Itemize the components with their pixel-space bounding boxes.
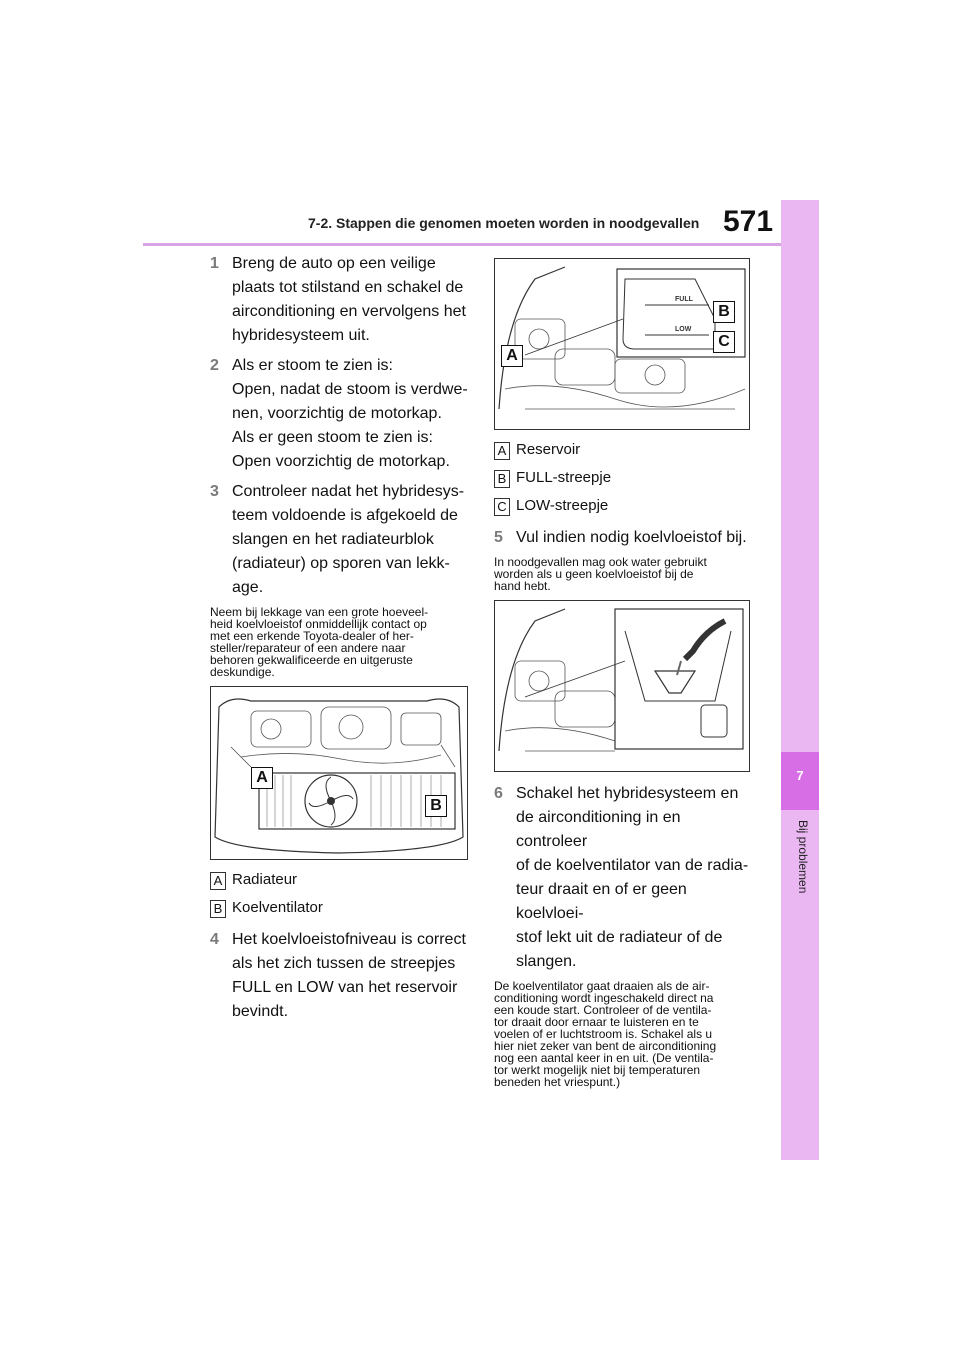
note-line: voelen of er luchtstroom is. Schakel als u bbox=[494, 1027, 713, 1041]
side-tab bbox=[781, 200, 819, 1160]
step-text: of de koelventilator van de radia- bbox=[516, 857, 749, 874]
side-tab-number: 7 bbox=[796, 768, 804, 783]
step-text: Controleer nadat het hybridesys- bbox=[232, 483, 465, 500]
step-text: teur draait en of er geen koelvloei- bbox=[516, 881, 687, 922]
note-step6 bbox=[494, 980, 754, 1088]
note-line: worden als u geen koelvloeistof bij de bbox=[494, 567, 694, 581]
note-line: heid koelvloeistof onmiddellijk contact op bbox=[210, 617, 427, 631]
step-text: Als er stoom te zien is: bbox=[232, 357, 393, 374]
step-text: Als er geen stoom te zien is: bbox=[232, 429, 433, 446]
note-line: nog een aantal keer in en uit. (De ventila- bbox=[494, 1051, 714, 1065]
step-text: Schakel het hybridesysteem en bbox=[516, 785, 739, 802]
step-text: Het koelvloeistofniveau is correct bbox=[232, 931, 466, 948]
step-text: slangen. bbox=[516, 953, 577, 970]
note-line: beneden het vriespunt.) bbox=[494, 1075, 621, 1089]
legend-key: B bbox=[494, 470, 510, 488]
step-text: de airconditioning in en controleer bbox=[516, 809, 681, 850]
note-line: met een erkende Toyota-dealer of her- bbox=[210, 629, 414, 643]
step-text: nen, voorzichtig de motorkap. bbox=[232, 405, 442, 422]
legend-text: Radiateur bbox=[232, 871, 298, 888]
step-text: Open voorzichtig de motorkap. bbox=[232, 453, 450, 470]
note-line: hand hebt. bbox=[494, 579, 551, 593]
note-line: Neem bij lekkage van een grote hoeveel- bbox=[210, 605, 429, 619]
note-step3 bbox=[210, 606, 472, 678]
step-3 bbox=[210, 480, 472, 600]
step-number: 3 bbox=[210, 483, 219, 500]
note-line: De koelventilator gaat draaien als de air- bbox=[494, 979, 710, 993]
step-text: als het zich tussen de streepjes bbox=[232, 955, 456, 972]
step-text: bevindt. bbox=[232, 1003, 289, 1020]
step-text: stof lekt uit de radiateur of de bbox=[516, 929, 723, 946]
legend-item bbox=[494, 494, 754, 522]
legend-item bbox=[210, 868, 472, 896]
legend-text: LOW-streepje bbox=[516, 497, 609, 514]
refill-figure bbox=[494, 600, 750, 772]
callout-label: A bbox=[251, 767, 273, 789]
step-text: teem voldoende is afgekoeld de bbox=[232, 507, 458, 524]
step-5 bbox=[494, 526, 754, 550]
step-number: 2 bbox=[210, 357, 219, 374]
callout-label: A bbox=[501, 345, 523, 367]
reservoir-figure bbox=[494, 258, 750, 430]
note-step5 bbox=[494, 556, 754, 592]
tank-full-mark: FULL bbox=[675, 296, 693, 303]
step-text: (radiateur) op sporen van lekk- bbox=[232, 555, 450, 572]
note-line: behoren gekwalificeerde en uitgeruste bbox=[210, 653, 413, 667]
note-line: tor draait door ernaar te luisteren en te bbox=[494, 1015, 699, 1029]
step-text: age. bbox=[232, 579, 264, 596]
legend-item bbox=[494, 438, 754, 466]
note-line: hier niet zeker van bent de airconditioning bbox=[494, 1039, 717, 1053]
header-title: 7-2. Stappen die genomen moeten worden in noodgevallen bbox=[308, 215, 700, 231]
callout-label: B bbox=[713, 301, 735, 323]
step-text: Breng de auto op een veilige bbox=[232, 255, 436, 272]
note-line: tor werkt mogelijk niet bij temperaturen bbox=[494, 1063, 701, 1077]
refill-illustration bbox=[495, 601, 749, 771]
left-column bbox=[210, 248, 472, 1030]
step-6 bbox=[494, 782, 754, 974]
legend-text: FULL-streepje bbox=[516, 469, 612, 486]
right-column bbox=[494, 258, 754, 1096]
step-1 bbox=[210, 252, 472, 348]
step-text: plaats tot stilstand en schakel de bbox=[232, 279, 464, 296]
step-number: 4 bbox=[210, 931, 219, 948]
step-4 bbox=[210, 928, 472, 1024]
callout-label: B bbox=[425, 795, 447, 817]
note-line: deskundige. bbox=[210, 665, 275, 679]
legend-key: A bbox=[494, 442, 510, 460]
note-line: conditioning wordt ingeschakeld direct na bbox=[494, 991, 714, 1005]
legend-item bbox=[494, 466, 754, 494]
legend-key: B bbox=[210, 900, 226, 918]
callout-label: C bbox=[713, 331, 735, 353]
legend-text: Koelventilator bbox=[232, 899, 323, 916]
step-text: slangen en het radiateurblok bbox=[232, 531, 434, 548]
page-number: 571 bbox=[723, 205, 774, 238]
step-text: Vul indien nodig koelvloeistof bij. bbox=[516, 529, 747, 546]
step-number: 6 bbox=[494, 785, 503, 802]
note-line: een koude start. Controleer of de ventila- bbox=[494, 1003, 712, 1017]
step-number: 5 bbox=[494, 529, 503, 546]
radiator-figure bbox=[210, 686, 468, 860]
reservoir-illustration bbox=[495, 259, 749, 429]
legend-item bbox=[210, 896, 472, 924]
step-2 bbox=[210, 354, 472, 474]
step-text: hybridesysteem uit. bbox=[232, 327, 370, 344]
step-text: Open, nadat de stoom is verdwe- bbox=[232, 381, 468, 398]
legend-text: Reservoir bbox=[516, 441, 581, 458]
tank-low-mark: LOW bbox=[675, 326, 692, 333]
header-rule bbox=[143, 243, 781, 246]
step-number: 1 bbox=[210, 255, 219, 272]
side-tab-label: Bij problemen bbox=[796, 820, 810, 894]
engine-bay-illustration bbox=[211, 687, 467, 859]
legend-key: C bbox=[494, 498, 510, 516]
legend-key: A bbox=[210, 872, 226, 890]
step-text: FULL en LOW van het reservoir bbox=[232, 979, 458, 996]
note-line: steller/reparateur of een andere naar bbox=[210, 641, 406, 655]
step-text: airconditioning en vervolgens het bbox=[232, 303, 466, 320]
note-line: In noodgevallen mag ook water gebruikt bbox=[494, 555, 707, 569]
